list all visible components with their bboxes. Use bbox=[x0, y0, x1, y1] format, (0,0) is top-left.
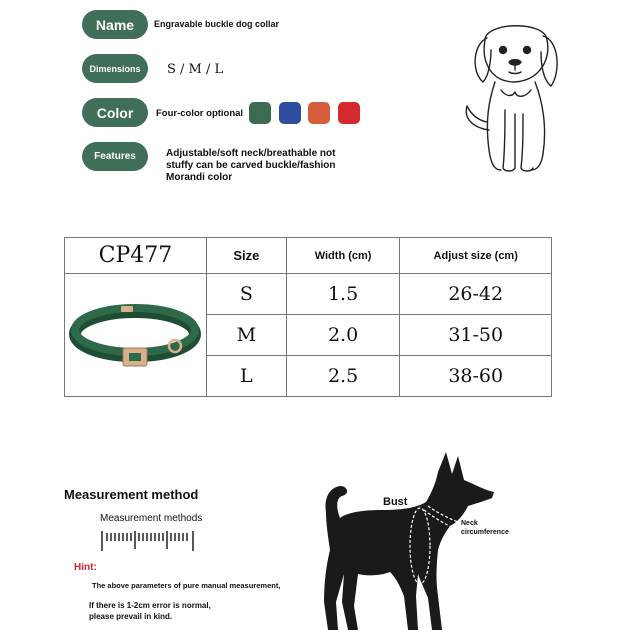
size-table bbox=[64, 237, 552, 397]
dimensions-value: S / M / L bbox=[167, 62, 224, 77]
features-line: Morandi color bbox=[166, 172, 233, 183]
header-size: Size bbox=[206, 238, 286, 274]
green-collar-image bbox=[67, 288, 203, 378]
table-row bbox=[65, 274, 552, 315]
cell-size: L bbox=[206, 356, 286, 397]
swatch-orange bbox=[308, 102, 330, 124]
bust-label: Bust bbox=[383, 496, 408, 508]
neck-label-line: circumference bbox=[461, 529, 509, 536]
dimensions-pill: Dimensions bbox=[82, 54, 148, 83]
swatch-green bbox=[249, 102, 271, 124]
color-value: Four-color optional bbox=[156, 108, 244, 119]
features-pill: Features bbox=[82, 142, 148, 171]
collar-image-cell bbox=[65, 274, 207, 397]
hint-note-line: If there is 1-2cm error is normal, bbox=[89, 601, 211, 610]
cell-width: 2.0 bbox=[286, 315, 400, 356]
features-line: stuffy can be carved buckle/fashion bbox=[166, 160, 336, 171]
cell-size: M bbox=[206, 315, 286, 356]
hint-note: The above parameters of pure manual measurement, bbox=[92, 581, 281, 590]
hint-note-line: please prevail in kind. bbox=[89, 612, 173, 621]
hint-label: Hint: bbox=[74, 562, 97, 573]
header-adjust: Adjust size (cm) bbox=[400, 238, 552, 274]
swatch-blue bbox=[279, 102, 301, 124]
measurement-subtitle: Measurement methods bbox=[100, 513, 203, 524]
product-code: CP477 bbox=[65, 238, 207, 274]
color-pill: Color bbox=[82, 98, 148, 127]
cell-adjust: 38-60 bbox=[400, 356, 552, 397]
name-value: Engravable buckle dog collar bbox=[154, 19, 280, 29]
header-width: Width (cm) bbox=[286, 238, 400, 274]
puppy-illustration bbox=[455, 10, 575, 180]
measurement-title: Measurement method bbox=[64, 487, 199, 502]
name-pill: Name bbox=[82, 10, 148, 39]
features-line: Adjustable/soft neck/breathable not bbox=[166, 148, 336, 159]
swatch-red bbox=[338, 102, 360, 124]
dog-silhouette bbox=[318, 446, 498, 632]
hint-note-2 bbox=[89, 600, 211, 622]
ruler-icon bbox=[100, 529, 196, 553]
cell-size: S bbox=[206, 274, 286, 315]
cell-adjust: 26-42 bbox=[400, 274, 552, 315]
cell-width: 2.5 bbox=[286, 356, 400, 397]
cell-width: 1.5 bbox=[286, 274, 400, 315]
neck-label bbox=[461, 519, 509, 537]
features-text bbox=[166, 148, 336, 184]
neck-label-line: Neck bbox=[461, 520, 478, 527]
cell-adjust: 31-50 bbox=[400, 315, 552, 356]
